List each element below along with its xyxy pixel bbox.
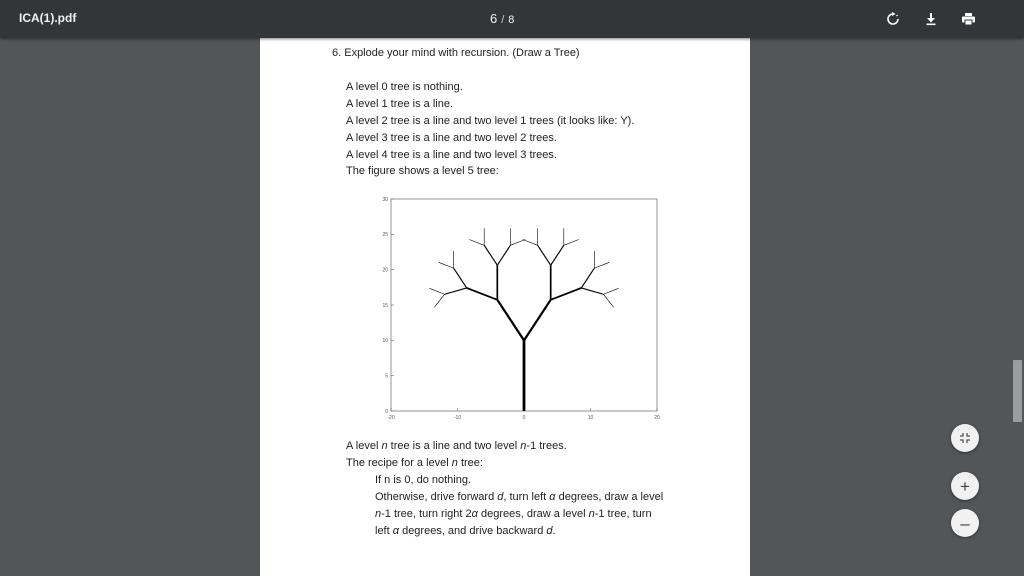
print-icon bbox=[961, 12, 976, 26]
download-button[interactable] bbox=[921, 9, 941, 29]
level-4-line: A level 4 tree is a line and two level 3 trees. bbox=[346, 149, 557, 161]
step1-line: If n is 0, do nothing. bbox=[375, 474, 472, 486]
general-rule-b: tree is a line and two level bbox=[387, 440, 521, 452]
scrollbar-thumb[interactable] bbox=[1013, 360, 1022, 422]
s2-alpha: α bbox=[549, 491, 556, 503]
question-heading: 6. Explode your mind with recursion. (Draw a Tree) bbox=[332, 47, 580, 59]
y-tick-label-6: 30 bbox=[382, 196, 388, 203]
page-separator: / bbox=[501, 14, 505, 26]
level-0-line: A level 0 tree is nothing. bbox=[346, 81, 463, 93]
s2-l3b: degrees, and drive backward bbox=[399, 525, 547, 537]
print-button[interactable] bbox=[958, 9, 978, 29]
step2-line1 bbox=[375, 491, 663, 503]
zoom-out-button[interactable] bbox=[951, 509, 979, 537]
s2-l1c: degrees, draw a level bbox=[555, 491, 664, 503]
s2-l2c: -1 tree, turn bbox=[594, 508, 652, 520]
rotate-button[interactable] bbox=[883, 9, 903, 29]
total-pages: 8 bbox=[508, 14, 515, 26]
x-tick-label-4: 20 bbox=[654, 415, 660, 421]
s2-l3c: . bbox=[552, 525, 556, 537]
s2-d: d bbox=[497, 491, 504, 503]
pdf-page bbox=[260, 38, 750, 576]
general-rule-n1: n bbox=[381, 440, 388, 452]
level-3-line: A level 3 tree is a line and two level 2 trees. bbox=[346, 132, 557, 144]
vertical-scrollbar[interactable] bbox=[1011, 38, 1024, 576]
fit-to-page-button[interactable] bbox=[951, 424, 979, 452]
general-rule-n2: n bbox=[520, 440, 527, 452]
step2-line2 bbox=[375, 508, 652, 520]
minus-icon: – bbox=[960, 513, 970, 533]
y-tick-label-5: 25 bbox=[382, 232, 388, 239]
tree-figure bbox=[372, 193, 672, 423]
general-rule-a: A level bbox=[346, 440, 382, 452]
page-indicator bbox=[490, 11, 514, 26]
download-icon bbox=[924, 12, 938, 26]
x-tick-label-3: 10 bbox=[587, 415, 594, 421]
y-tick-label-0: 0 bbox=[385, 408, 388, 415]
recipe-line bbox=[346, 457, 483, 469]
s2-l3a: left bbox=[375, 525, 393, 537]
x-tick-label-0: -20 bbox=[387, 415, 395, 421]
s2-alpha3: α bbox=[392, 525, 400, 537]
current-page-input[interactable]: 6 bbox=[490, 11, 498, 26]
s2-l2n: n bbox=[375, 508, 382, 520]
s2-d2: d bbox=[546, 525, 553, 537]
fit-page-icon bbox=[959, 432, 971, 444]
s2-l2n2: n bbox=[588, 508, 595, 520]
pdf-toolbar bbox=[0, 0, 1024, 38]
s2-alpha2: α bbox=[471, 508, 478, 520]
document-title: ICA(1).pdf bbox=[19, 11, 77, 25]
x-tick-label-2: 0 bbox=[522, 415, 526, 421]
s2-l1a: Otherwise, drive forward bbox=[375, 491, 498, 503]
step2-line3 bbox=[375, 525, 556, 537]
recipe-n: n bbox=[451, 457, 458, 469]
s2-l1b: , turn left bbox=[503, 491, 550, 503]
y-tick-label-3: 15 bbox=[382, 302, 388, 309]
figure-caption: The figure shows a level 5 tree: bbox=[346, 165, 499, 177]
y-tick-label-4: 20 bbox=[382, 267, 388, 274]
x-tick-label-1: -10 bbox=[453, 415, 462, 421]
general-rule-c: -1 trees. bbox=[526, 440, 567, 452]
s2-l2b: degrees, draw a level bbox=[477, 508, 589, 520]
s2-l2a: -1 tree, turn right 2 bbox=[381, 508, 472, 520]
recipe-b: tree: bbox=[457, 457, 483, 469]
plus-icon: + bbox=[960, 476, 970, 496]
general-rule-line bbox=[346, 440, 567, 452]
rotate-icon bbox=[886, 12, 900, 26]
y-tick-label-1: 5 bbox=[385, 373, 388, 380]
level-2-line: A level 2 tree is a line and two level 1 trees (it looks like: Y). bbox=[346, 115, 635, 127]
y-tick-label-2: 10 bbox=[382, 338, 388, 345]
recipe-a: The recipe for a level bbox=[346, 457, 452, 469]
level-1-line: A level 1 tree is a line. bbox=[346, 98, 454, 110]
zoom-in-button[interactable] bbox=[951, 472, 979, 500]
